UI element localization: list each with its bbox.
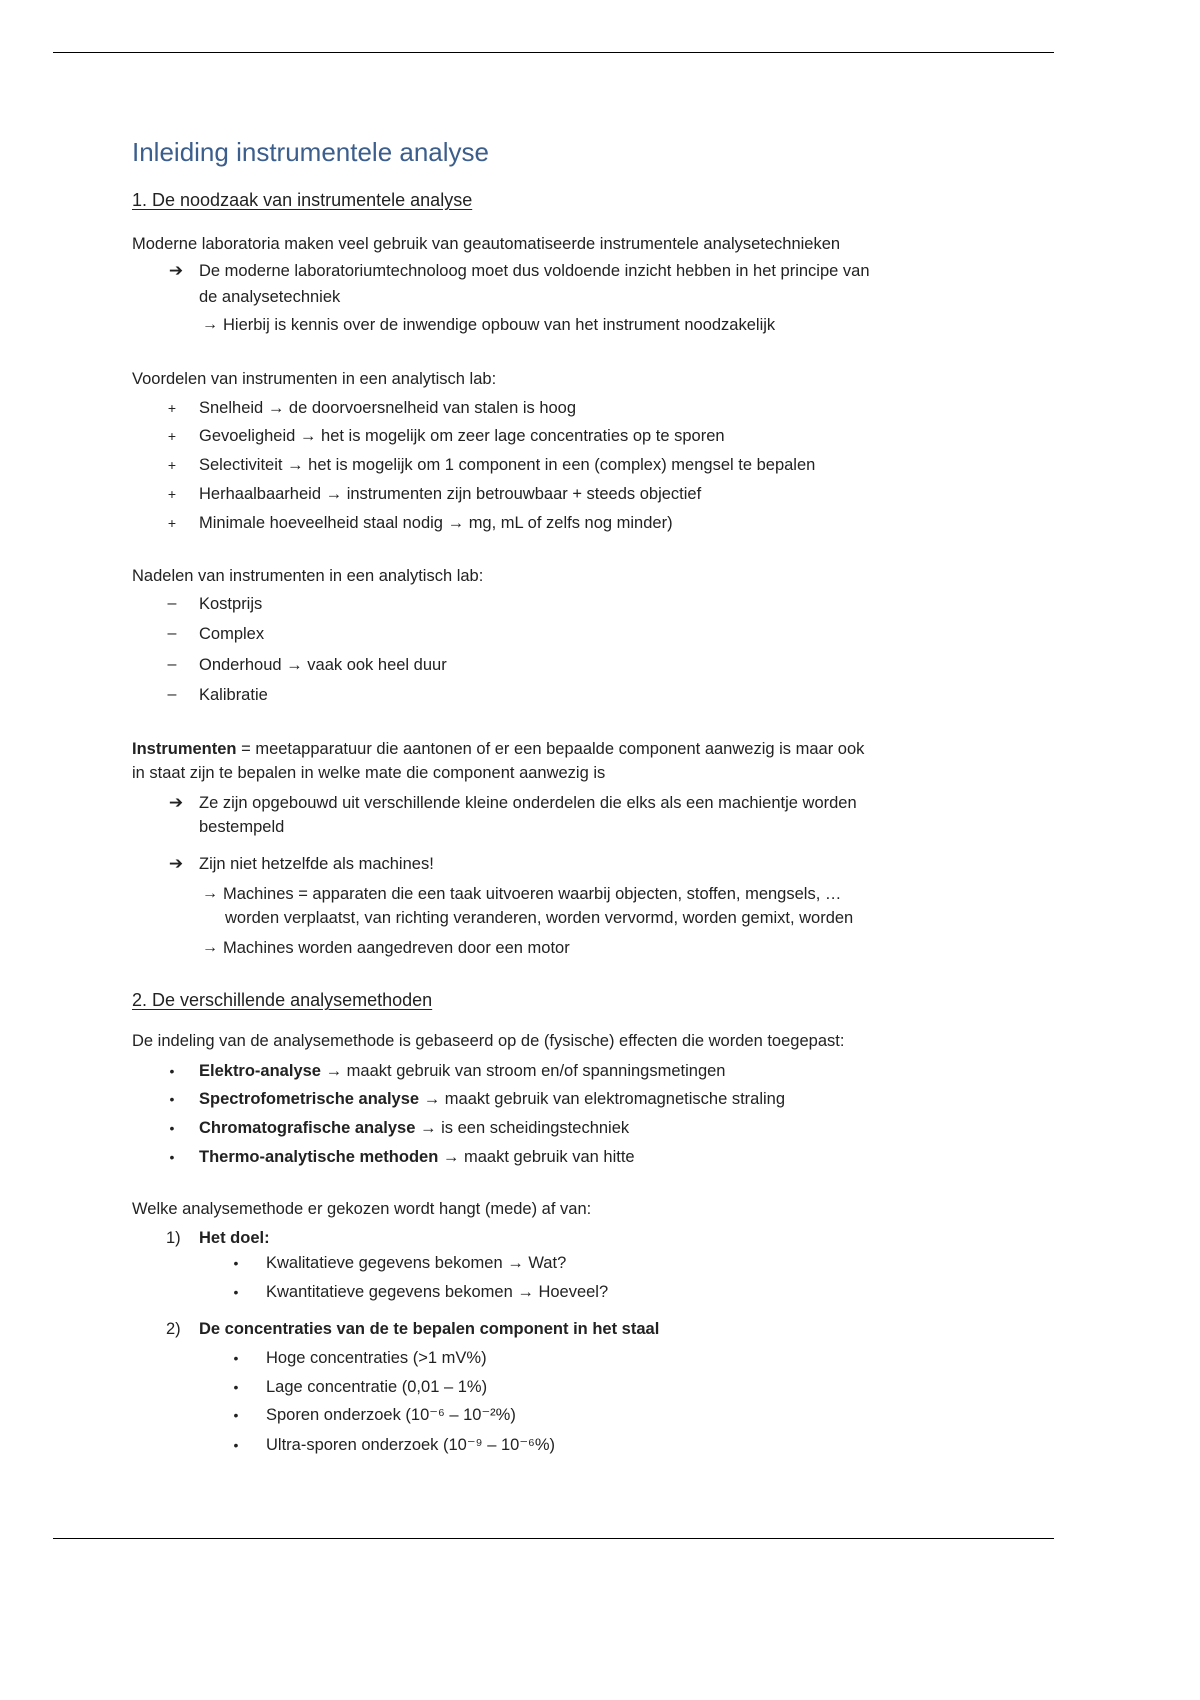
- sub-arrow-icon: →: [202, 316, 218, 333]
- footer-rule: [53, 1538, 1054, 1539]
- arrow-icon: →: [517, 1283, 534, 1301]
- instruments-definition-cont: in staat zijn te bepalen in welke mate die component aanwezig is: [132, 764, 606, 782]
- plus-icon: +: [167, 486, 177, 502]
- bullet-icon: •: [169, 1063, 175, 1079]
- plus-icon: +: [167, 457, 177, 473]
- arrow-icon: →: [299, 427, 317, 445]
- bullet-icon: •: [169, 1120, 175, 1136]
- bullet-icon: •: [169, 1091, 175, 1107]
- arrow-icon: →: [267, 399, 285, 417]
- choice-intro: Welke analysemethode er gekozen wordt hangt (mede) af van:: [132, 1200, 592, 1218]
- section-heading-1: 1. De noodzaak van instrumentele analyse: [132, 190, 473, 210]
- bullet-icon: •: [233, 1407, 239, 1423]
- arrow-icon: →: [507, 1254, 524, 1272]
- plus-icon: +: [167, 428, 177, 444]
- dash-icon: –: [167, 656, 177, 673]
- plus-icon: +: [167, 515, 177, 531]
- section2-intro: De indeling van de analysemethode is gebaseerd op de (fysische) effecten die worden toegepast:: [132, 1032, 845, 1050]
- arrow-icon: →: [286, 656, 303, 674]
- dash-icon: –: [167, 595, 177, 612]
- bullet-icon: •: [233, 1379, 239, 1395]
- dash-icon: –: [167, 686, 177, 703]
- bullet-icon: •: [233, 1255, 239, 1271]
- arrow-icon: →: [442, 1148, 460, 1166]
- arrow-icon: ➔: [168, 261, 184, 280]
- bullet-icon: •: [169, 1149, 175, 1165]
- advantages-heading: Voordelen van instrumenten in een analytisch lab:: [132, 370, 497, 388]
- arrow-icon: →: [325, 1062, 343, 1080]
- arrow-icon: ➔: [168, 793, 184, 812]
- arrow-icon: →: [287, 456, 304, 474]
- arrow-icon: ➔: [168, 854, 184, 873]
- arrow-icon: →: [447, 514, 465, 532]
- bullet-icon: •: [233, 1350, 239, 1366]
- header-rule: [53, 52, 1054, 53]
- instruments-definition: Instrumenten = meetapparatuur die aantonen of er een bepaalde component aanwezig is maar ook: [132, 740, 865, 758]
- plus-icon: +: [167, 400, 177, 416]
- section-heading-2: 2. De verschillende analysemethoden: [132, 990, 433, 1010]
- disadvantages-heading: Nadelen van instrumenten in een analytisch lab:: [132, 567, 484, 585]
- dash-icon: –: [167, 625, 177, 642]
- number-label: 1): [166, 1229, 181, 1247]
- sub-arrow-icon: →: [202, 885, 218, 902]
- arrow-icon: →: [325, 485, 343, 503]
- section1-intro: Moderne laboratoria maken veel gebruik van geautomatiseerde instrumentele analysetechnieken: [132, 235, 841, 253]
- number-label: 2): [166, 1320, 181, 1338]
- sub-arrow-icon: →: [202, 939, 218, 956]
- page-title: Inleiding instrumentele analyse: [132, 137, 489, 167]
- bullet-icon: •: [233, 1437, 239, 1453]
- arrow-icon: →: [423, 1090, 441, 1108]
- arrow-icon: →: [420, 1119, 437, 1137]
- bullet-icon: •: [233, 1284, 239, 1300]
